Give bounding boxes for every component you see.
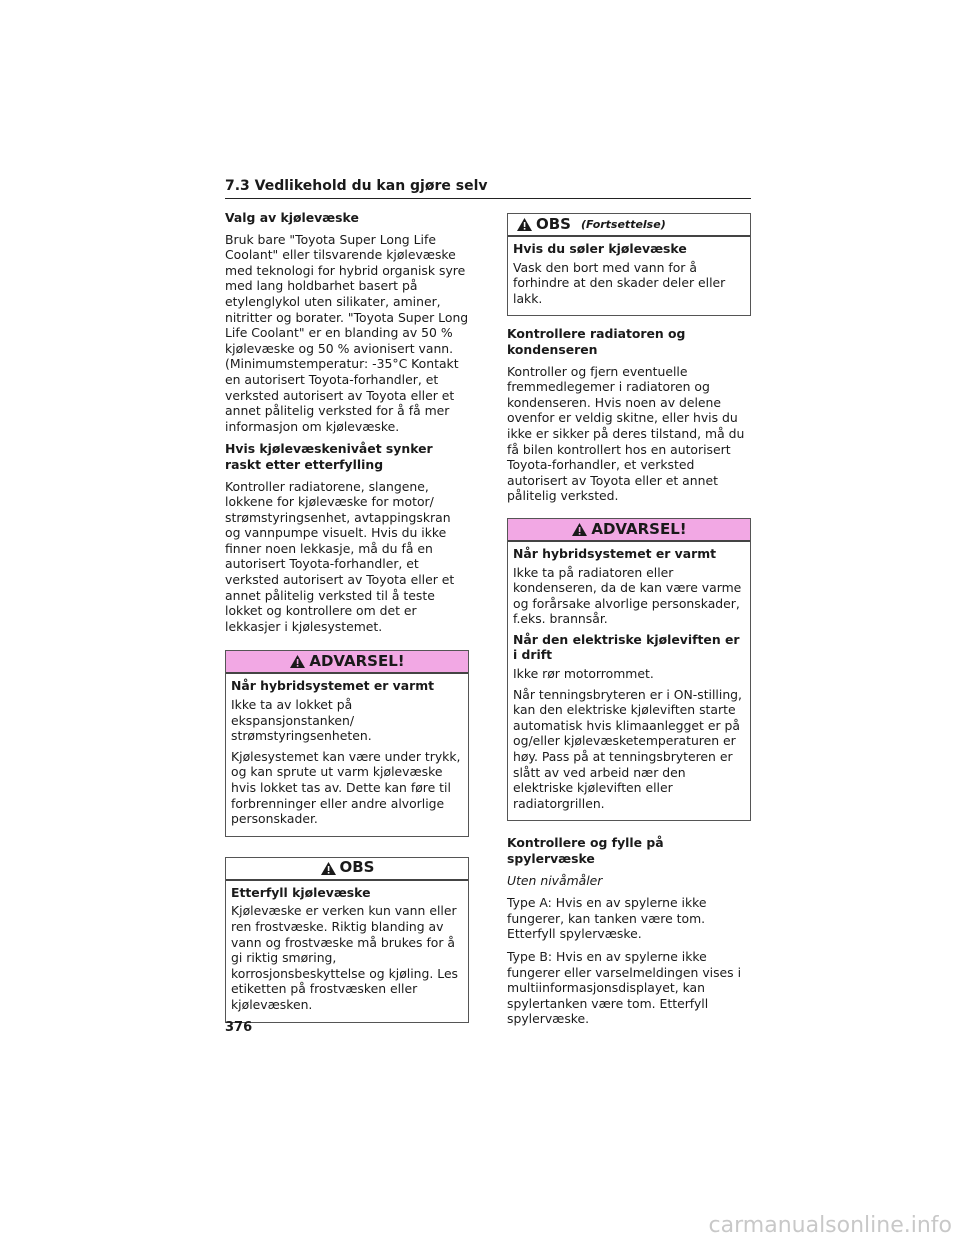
notice-continued-box [507,213,751,316]
warning-paragraph: Kjølesystemet kan være under trykk, og kan sprute ut varm kjølevæske hvis lokket tas av. Dette kan føre til forbrenninger eller andre alvorlige personskader. [231,748,461,827]
warning-triangle-icon [289,654,306,669]
notice-title-text: OBS [339,858,375,877]
warning-triangle-icon [320,861,337,876]
warning-paragraph: Ikke ta på radiatoren eller kondenseren, da de kan være varme og forårsake alvorlige personskader, f.eks. brannsår. [513,564,742,627]
heading-coolant-level-drops: Hvis kjølevæskenivået synker raskt etter etterfylling [225,441,433,472]
paragraph-coolant-level-drops: Kontroller radiatorene, slangene, lokkene for kjølevæske for motor/ strømstyringsenhet, avtappingskran og vannpumpe visuelt. Hvis du ikke finner noen lekkasje, må du få en autorisert Toyota-forhandler, et verksted autorisert av Toyota eller et annet pålitelig verksted til å teste lokket og kontrollere om det er lekkasjer i kjølesystemet. [225,478,455,634]
continued-label: (Fortsettelse) [581,217,666,231]
paragraph-type-b: Type B: Hvis en av spylerne ikke fungerer eller varselmeldingen vises i multiinformasjonsdisplayet, kan spylertanken være tom. Etterfyll spylervæske. [507,948,742,1027]
left-column [225,210,469,1033]
paragraph-type-a: Type A: Hvis en av spylerne ikke fungerer, kan tanken være tom. Etterfyll spylervæske. [507,895,707,942]
warning-box-title [226,651,468,674]
notice-title-text: OBS [536,214,571,233]
warning-heading: Når hybridsystemet er varmt [513,545,717,561]
paragraph-coolant-choice: Bruk bare "Toyota Super Long Life Coolant" eller tilsvarende kjølevæske med teknologi for hybrid organisk syre med lang holdbarhet basert på etylenglykol uten silikater, aminer, nitritter og borater. "Toyota Super Long Life Coolant" er en blanding av 50 % kjølevæske og 50 % avionisert vann. (Minimumstemperatur: -35°C Kontakt en autorisert Toyota-forhandler, et verksted autorisert av Toyota eller et annet pålitelig verksted for å få mer informasjon om kjølevæske. [225,231,469,434]
warning-box-title [508,519,750,542]
notice-paragraph: Kjølevæske er verken kun vann eller ren frostvæske. Riktig blanding av vann og frostvæske må brukes for å gi riktig smøring, korrosjonsbeskyttelse og kjøling. Les etiketten på frostvæsken eller kjølevæsken. [231,903,459,1012]
paragraph-radiator-check: Kontroller og fjern eventuelle fremmedlegemer i radiatoren og kondenseren. Hvis noen av delene ovenfor er veldig skitne, eller hvis du ikke er sikker på deres tilstand, må du få bilen kontrollert hos en autorisert Toyota-forhandler, et verksted autorisert av Toyota eller et annet pålitelig verksted. [507,363,745,504]
notice-box [225,857,469,1023]
notice-continued-title [508,214,750,237]
warning-heading: Når hybridsystemet er varmt [231,678,435,694]
warning-box [225,650,469,836]
page-number: 376 [225,1020,253,1035]
warning-triangle-icon [516,217,533,232]
warning-paragraph: Når tenningsbryteren er i ON-stilling, kan den elektriske kjøleviften starte automatisk hvis klimaanlegget er på og/eller kjølevæsketemperaturen er høy. Pass på at tenningsbryteren er slått av ved arbeid nær den elektriske kjøleviften eller radiatorgrillen. [513,686,742,811]
notice-paragraph: Vask den bort med vann for å forhindre at den skader deler eller lakk. [513,259,726,306]
section-header: 7.3 Vedlikehold du kan gjøre selv [225,178,751,199]
notice-heading: Hvis du søler kjølevæske [513,241,687,256]
watermark: carmanualsonline.info [708,1213,952,1238]
heading-washer-fluid: Kontrollere og fylle på spylervæske [507,835,664,866]
warning-paragraph: Ikke ta av lokket på ekspansjonstanken/ strømstyringsenheten. [231,697,372,744]
warning-heading: Når den elektriske kjøleviften er i drift [513,631,740,663]
heading-coolant-choice: Valg av kjølevæske [225,210,359,225]
warning-title-text: ADVARSEL! [309,652,405,671]
subheading-without-gauge: Uten nivåmåler [507,872,603,888]
warning-box [507,518,751,822]
warning-title-text: ADVARSEL! [591,519,687,538]
warning-paragraph: Ikke rør motorrommet. [513,666,654,682]
notice-heading: Etterfyll kjølevæske [231,884,371,900]
warning-triangle-icon [571,522,588,537]
notice-box-title [226,858,468,881]
heading-radiator-check: Kontrollere radiatoren og kondenseren [507,326,686,357]
right-column [507,213,751,1034]
